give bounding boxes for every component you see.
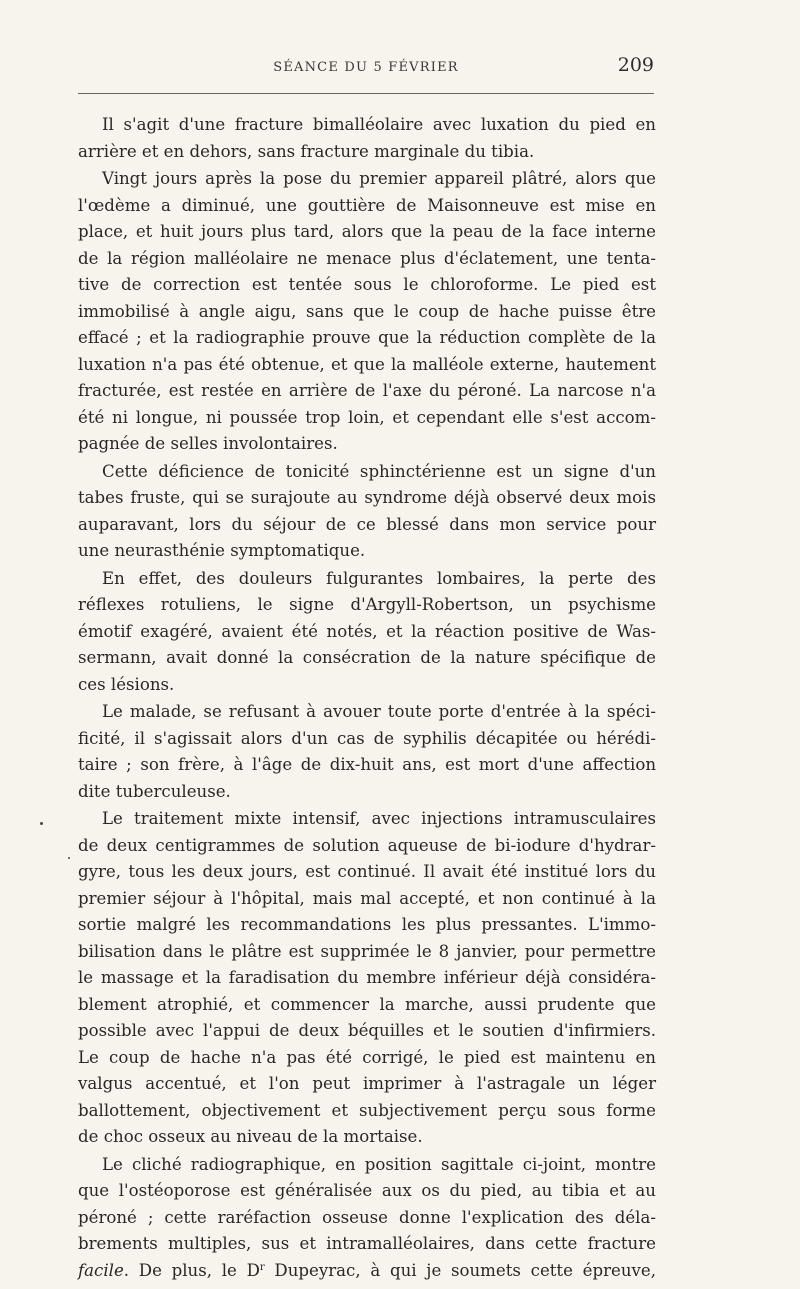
text-segment: . De plus, le D [123, 1260, 260, 1280]
text-line: gyre, tous les deux jours, est continué. Il avait été institué lors du [78, 862, 656, 881]
text-line: ballottement, objectivement et subjectivement perçu sous forme [78, 1100, 656, 1120]
text-line: effacé ; et la radiographie prouve que la réduction complète de la [78, 328, 656, 347]
body-text [78, 112, 656, 1284]
text-line: que l'ostéoporose est généralisée aux os du pied, au tibia et au [78, 1181, 656, 1200]
text-line: émotif exagéré, avaient été notés, et la réaction positive de Was- [78, 621, 656, 641]
ink-speck [40, 822, 43, 825]
text-line: Le malade, se refusant à avouer toute porte d'entrée à la spéci- [102, 702, 656, 721]
text-line: une neurasthénie symptomatique. [78, 541, 366, 560]
text-line: possible avec l'appui de deux béquilles et le soutien d'infirmiers. [78, 1021, 656, 1040]
text-line: de deux centigrammes de solution aqueuse de bi-iodure d'hydrar- [78, 835, 656, 855]
text-line: fracturée, est restée en arrière de l'axe du péroné. La narcose n'a [78, 381, 656, 400]
text-line: auparavant, lors du séjour de ce blessé dans mon service pour [78, 514, 656, 534]
text-line: tive de correction est tentée sous le chloroforme. Le pied est [78, 275, 656, 294]
superscript: r [259, 1261, 265, 1273]
text-line: immobilisé à angle aigu, sans que le coup de hache puisse être [78, 301, 656, 321]
text-line: bilisation dans le plâtre est supprimée le 8 janvier, pour permettre [78, 941, 656, 961]
text-line: blement atrophié, et commencer la marche, aussi prudente que [78, 994, 656, 1014]
text-line: pagnée de selles involontaires. [78, 434, 338, 453]
text-line: été ni longue, ni poussée trop loin, et cependant elle s'est accom- [78, 407, 656, 427]
text-line: arrière et en dehors, sans fracture marginale du tibia. [78, 141, 535, 161]
running-head [78, 54, 654, 82]
text-line: place, et huit jours plus tard, alors que la peau de la face interne [78, 222, 656, 241]
text-line: Vingt jours après la pose du premier appareil plâtré, alors que [102, 169, 656, 188]
page-number: 209 [617, 54, 654, 76]
text-line: premier séjour à l'hôpital, mais mal accepté, et non continué à la [78, 888, 656, 908]
text-line: taire ; son frère, à l'âge de dix-huit ans, est mort d'une affection [78, 755, 656, 774]
running-title: SÉANCE DU 5 FÉVRIER [273, 60, 459, 75]
text-line: Il s'agit d'une fracture bimalléolaire avec luxation du pied en [102, 115, 656, 134]
ink-speck [68, 857, 70, 859]
text-line: Le traitement mixte intensif, avec injections intramusculaires [102, 809, 656, 828]
text-line: luxation n'a pas été obtenue, et que la malléole externe, hautement [78, 354, 656, 374]
text-line: tabes fruste, qui se surajoute au syndrome déjà observé deux mois [78, 488, 656, 507]
text-line: dite tuberculeuse. [78, 781, 231, 801]
header-rule [78, 93, 654, 94]
text-line: brements multiples, sus et intramalléolaires, dans cette fracture [78, 1234, 656, 1253]
text-line: péroné ; cette raréfaction osseuse donne l'explication des déla- [78, 1207, 656, 1227]
text-segment: Dupeyrac, à qui je soumets cette épreuve, [264, 1260, 656, 1280]
text-line [78, 1258, 656, 1285]
text-line: Le cliché radiographique, en position sagittale ci-joint, montre [102, 1154, 656, 1174]
italic-word: facile [78, 1260, 124, 1280]
text-line: l'œdème a diminué, une gouttière de Maisonneuve est mise en [78, 195, 656, 215]
text-line: de choc osseux au niveau de la mortaise. [78, 1127, 423, 1146]
text-line: ficité, il s'agissait alors d'un cas de syphilis décapitée ou hérédi- [78, 728, 656, 748]
text-line: le massage et la faradisation du membre inférieur déjà considéra- [78, 968, 656, 987]
text-line: Le coup de hache n'a pas été corrigé, le pied est maintenu en [78, 1047, 656, 1067]
text-line: ces lésions. [78, 674, 175, 694]
text-line: réflexes rotuliens, le signe d'Argyll-Robertson, un psychisme [78, 595, 656, 614]
text-line: En effet, des douleurs fulgurantes lombaires, la perte des [102, 568, 656, 588]
text-line: sermann, avait donné la consécration de la nature spécifique de [78, 648, 656, 667]
text-line: de la région malléolaire ne menace plus d'éclatement, une tenta- [78, 248, 656, 268]
text-line: Cette déficience de tonicité sphinctérienne est un signe d'un [102, 461, 656, 481]
text-line: sortie malgré les recommandations les plus pressantes. L'immo- [78, 915, 656, 934]
text-line: valgus accentué, et l'on peut imprimer à l'astragale un léger [78, 1074, 656, 1093]
